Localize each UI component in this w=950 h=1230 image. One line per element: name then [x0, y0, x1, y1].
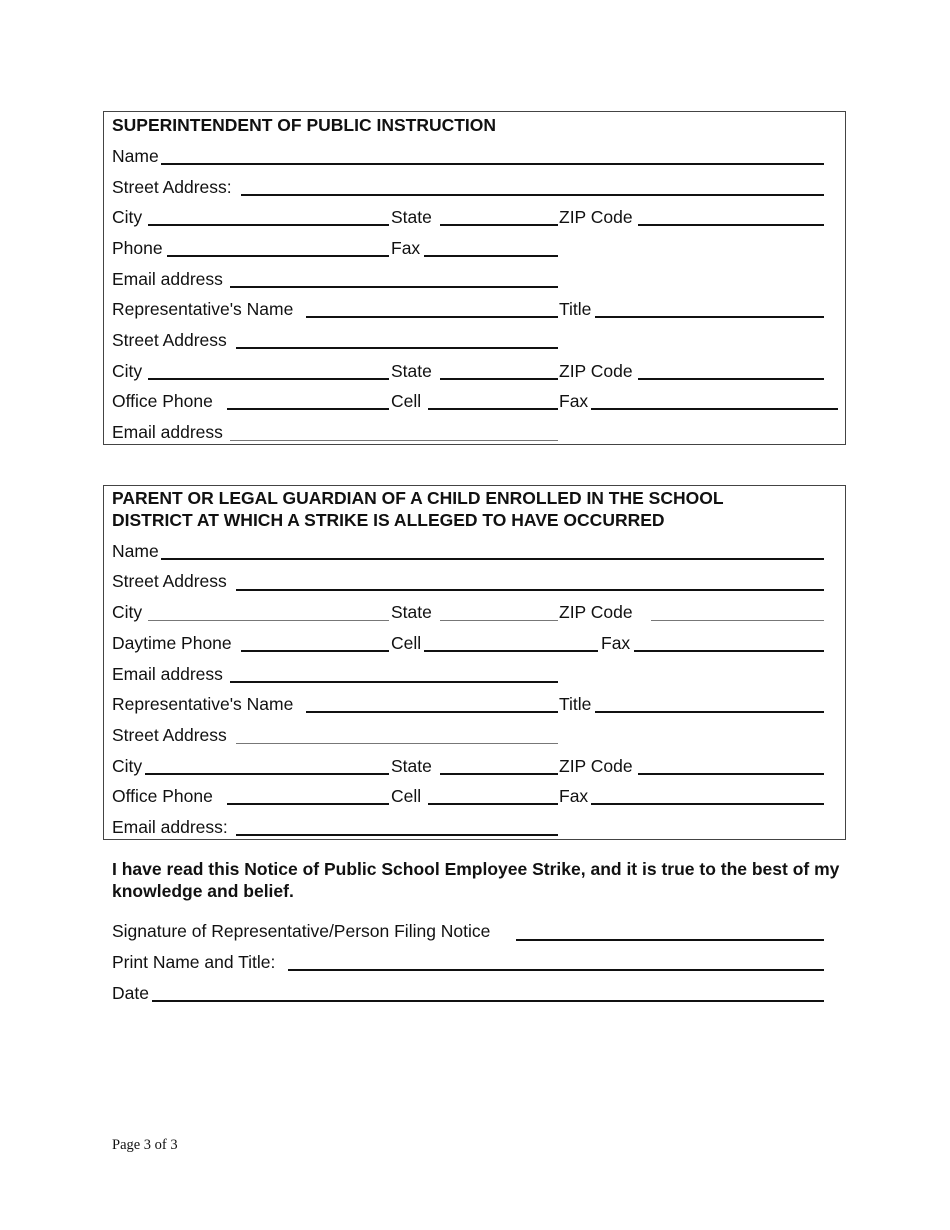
- date-label: Date: [112, 983, 149, 1003]
- parent-rep-email-field[interactable]: [236, 834, 558, 836]
- phone-label: Phone: [112, 238, 163, 258]
- rep-zip-code-label: ZIP Code: [559, 361, 633, 381]
- parent-state-field[interactable]: [440, 620, 558, 621]
- rep-city-field[interactable]: [148, 378, 389, 380]
- parent-street-address-label: Street Address: [112, 571, 227, 591]
- representative-name-field[interactable]: [306, 316, 558, 318]
- title-field[interactable]: [595, 316, 824, 318]
- fax-field[interactable]: [424, 255, 558, 257]
- rep-fax-field[interactable]: [591, 408, 838, 410]
- street-address-label: Street Address:: [112, 177, 232, 197]
- parent-rep-email-label: Email address:: [112, 817, 228, 837]
- rep-city-label: City: [112, 361, 143, 381]
- parent-email-label: Email address: [112, 664, 223, 684]
- parent-rep-street-address-field[interactable]: [236, 743, 558, 744]
- rep-fax-label: Fax: [559, 391, 589, 411]
- city-label: City: [112, 207, 143, 227]
- state-field[interactable]: [440, 224, 558, 226]
- email-field[interactable]: [230, 286, 558, 288]
- signature-field[interactable]: [516, 939, 824, 941]
- cell-label: Cell: [391, 391, 422, 411]
- parent-office-phone-label: Office Phone: [112, 786, 213, 806]
- section-title-parent-line2: DISTRICT AT WHICH A STRIKE IS ALLEGED TO HAVE OCCURRED: [112, 510, 665, 530]
- city-field[interactable]: [148, 224, 389, 226]
- parent-cell-field[interactable]: [424, 650, 598, 652]
- parent-zip-code-label: ZIP Code: [559, 602, 633, 622]
- parent-city-label: City: [112, 602, 143, 622]
- name-label: Name: [112, 146, 159, 166]
- parent-rep-cell-field[interactable]: [428, 803, 558, 805]
- parent-state-label: State: [391, 602, 432, 622]
- parent-rep-fax-label: Fax: [559, 786, 589, 806]
- parent-rep-cell-label: Cell: [391, 786, 422, 806]
- daytime-phone-label: Daytime Phone: [112, 633, 232, 653]
- section-title-parent-line1: PARENT OR LEGAL GUARDIAN OF A CHILD ENROLLED IN THE SCHOOL: [112, 488, 724, 508]
- rep-state-label: State: [391, 361, 432, 381]
- rep-state-field[interactable]: [440, 378, 558, 380]
- office-phone-field[interactable]: [227, 408, 389, 410]
- zip-code-label: ZIP Code: [559, 207, 633, 227]
- parent-guardian-section: [103, 485, 846, 840]
- phone-field[interactable]: [167, 255, 389, 257]
- parent-name-field[interactable]: [161, 558, 824, 560]
- parent-rep-zip-code-label: ZIP Code: [559, 756, 633, 776]
- email-label: Email address: [112, 269, 223, 289]
- parent-office-phone-field[interactable]: [227, 803, 389, 805]
- certification-statement: I have read this Notice of Public School Employee Strike, and it is true to the best of my knowledge and belief.: [112, 859, 840, 901]
- parent-cell-label: Cell: [391, 633, 422, 653]
- parent-rep-zip-code-field[interactable]: [638, 773, 824, 775]
- parent-city-field[interactable]: [148, 620, 389, 621]
- parent-rep-city-label: City: [112, 756, 143, 776]
- parent-representative-name-label: Representative's Name: [112, 694, 294, 714]
- zip-code-field[interactable]: [638, 224, 824, 226]
- parent-fax-label: Fax: [601, 633, 631, 653]
- parent-fax-field[interactable]: [634, 650, 824, 652]
- parent-rep-state-label: State: [391, 756, 432, 776]
- office-phone-label: Office Phone: [112, 391, 213, 411]
- signature-label: Signature of Representative/Person Filing Notice: [112, 921, 491, 941]
- parent-rep-fax-field[interactable]: [591, 803, 824, 805]
- date-field[interactable]: [152, 1000, 824, 1002]
- parent-name-label: Name: [112, 541, 159, 561]
- parent-rep-street-address-label: Street Address: [112, 725, 227, 745]
- state-label: State: [391, 207, 432, 227]
- street-address-field[interactable]: [241, 194, 824, 196]
- parent-title-label: Title: [559, 694, 592, 714]
- rep-email-label: Email address: [112, 422, 223, 442]
- rep-street-address-field[interactable]: [236, 347, 558, 349]
- page-number: Page 3 of 3: [112, 1137, 178, 1153]
- section-title-superintendent: SUPERINTENDENT OF PUBLIC INSTRUCTION: [112, 115, 497, 135]
- parent-street-address-field[interactable]: [236, 589, 824, 591]
- daytime-phone-field[interactable]: [241, 650, 389, 652]
- representative-name-label: Representative's Name: [112, 299, 294, 319]
- parent-email-field[interactable]: [230, 681, 558, 683]
- print-name-title-label: Print Name and Title:: [112, 952, 276, 972]
- parent-representative-name-field[interactable]: [306, 711, 558, 713]
- fax-label: Fax: [391, 238, 421, 258]
- cell-field[interactable]: [428, 408, 558, 410]
- rep-email-field[interactable]: [230, 440, 558, 441]
- parent-zip-code-field[interactable]: [651, 620, 824, 621]
- parent-rep-state-field[interactable]: [440, 773, 558, 775]
- title-label: Title: [559, 299, 592, 319]
- parent-title-field[interactable]: [595, 711, 824, 713]
- name-field[interactable]: [161, 163, 824, 165]
- parent-rep-city-field[interactable]: [145, 773, 389, 775]
- print-name-title-field[interactable]: [288, 969, 824, 971]
- rep-zip-code-field[interactable]: [638, 378, 824, 380]
- rep-street-address-label: Street Address: [112, 330, 227, 350]
